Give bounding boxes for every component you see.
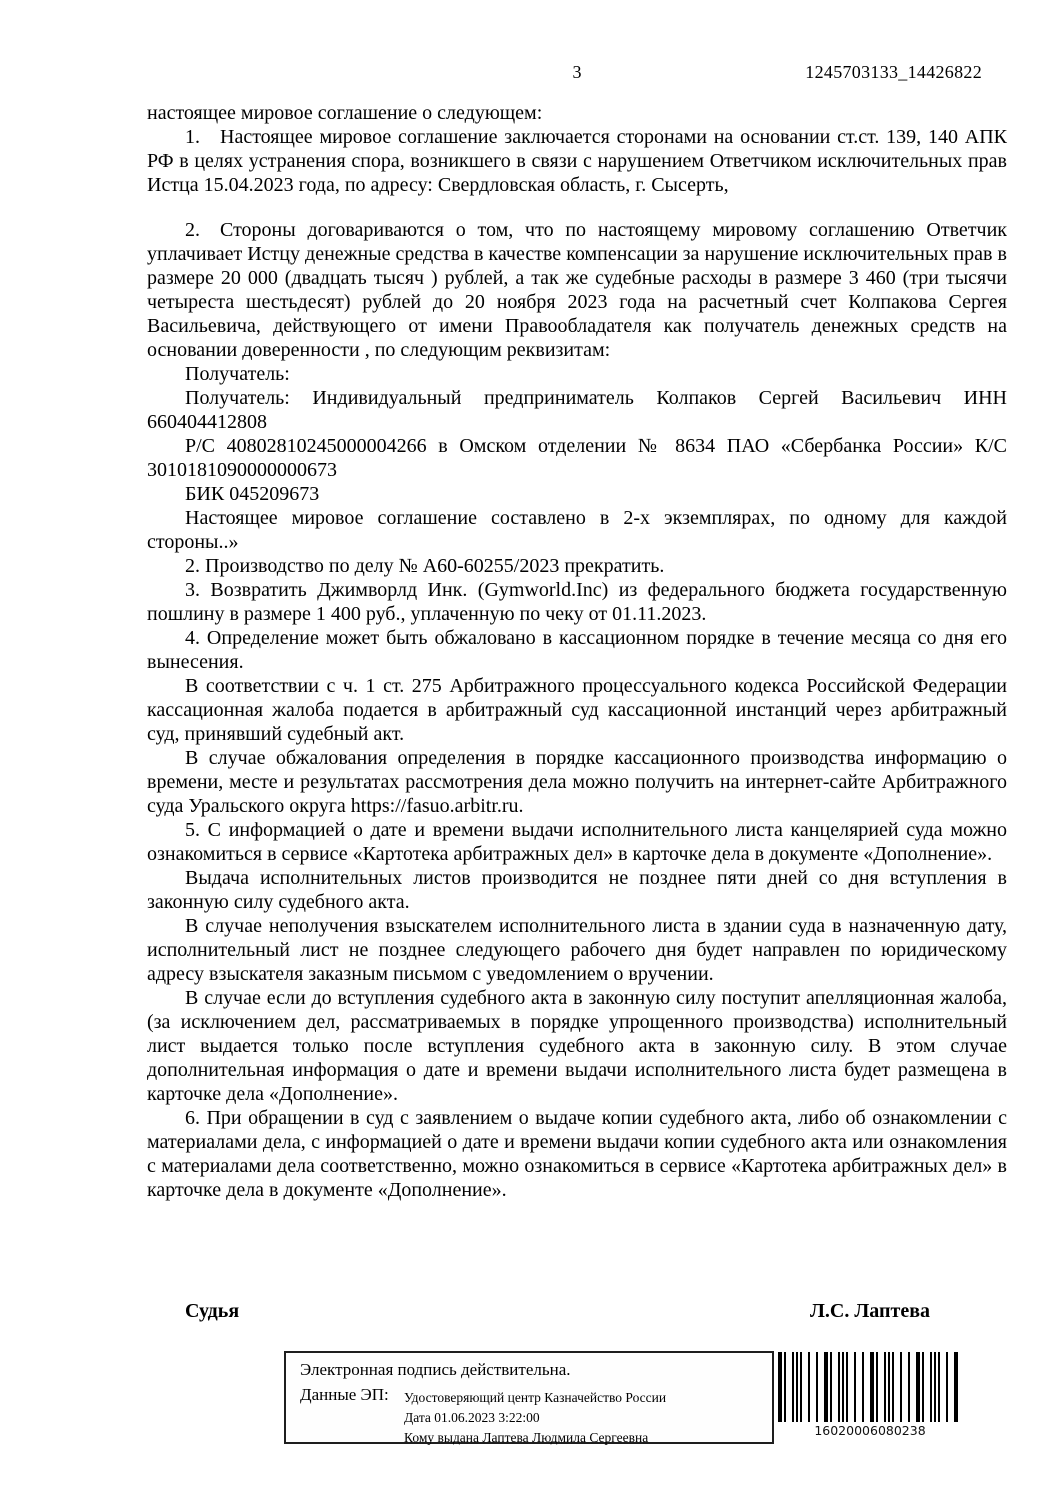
paragraph: В случае неполучения взыскателем исполнительного листа в здании суда в назначенную дату, исполнительный лист не позднее следующего рабочего дня будет направлен по юридическому адресу взыскателя заказным письмом с уведомлением о вручении. xyxy=(147,915,1007,985)
paragraph: 3. Возвратить Джимворлд Инк. (Gymworld.Inc) из федерального бюджета государственную пошлину в размере 1 400 руб., уплаченную по чеку от 01.11.2023. xyxy=(147,579,1007,625)
document-body xyxy=(147,101,1007,1202)
signature-row xyxy=(147,1300,1007,1323)
paragraph: Получатель: Индивидуальный предприниматель Колпаков Сергей Васильевич ИНН 660404412808 xyxy=(147,387,1007,433)
page-number: 3 xyxy=(572,62,582,82)
paragraph: БИК 045209673 xyxy=(185,483,320,505)
paragraph: настоящее мировое соглашение о следующем: xyxy=(147,102,543,124)
paragraph: 6. При обращении в суд с заявлением о выдаче копии судебного акта, либо об ознакомлении с материалами дела, с информацией о дате и времени выдачи копии судебного акта или ознакомления с материалами дела соответственно, можно ознакомиться в сервисе «Картотека арбитражных дел» в карточке дела в документе «Дополнение». xyxy=(147,1107,1007,1201)
paragraph: В случае если до вступления судебного акта в законную силу поступит апелляционная жалоба, (за исключением дел, рассматриваемых в порядке упрощенного производства) исполнительный лист выдается только после вступления судебного акта в законную силу. В этом случае дополнительная информация о дате и времени выдачи исполнительного листа будет размещена в карточке дела «Дополнение». xyxy=(147,987,1007,1105)
document-id: 1245703133_14426822 xyxy=(805,62,982,82)
judge-name: Л.С. Лаптева xyxy=(809,1300,930,1322)
esign-values xyxy=(404,1385,666,1448)
paragraph: В случае обжалования определения в порядке кассационного производства информацию о времени, месте и результатах рассмотрения дела можно получить на интернет-сайте Арбитражного суда Уральского округа https://fasuo.arbitr.ru. xyxy=(147,747,1007,817)
paragraph: Настоящее мировое соглашение составлено в 2-х экземплярах, по одному для каждой стороны..» xyxy=(147,507,1007,553)
esign-value-line: Удостоверяющий центр Казначейство России xyxy=(404,1390,667,1405)
paragraph: 4. Определение может быть обжаловано в кассационном порядке в течение месяца со дня его вынесения. xyxy=(147,627,1007,673)
paragraph: 2. Производство по делу № А60-60255/2023 прекратить. xyxy=(185,555,665,577)
esign-data-row xyxy=(300,1385,764,1448)
judge-label: Судья xyxy=(185,1300,240,1322)
esign-value-line: Кому выдана Лаптева Людмила Сергеевна xyxy=(404,1430,649,1445)
paragraph: Р/С 40802810245000004266 в Омском отделении № 8634 ПАО «Сбербанка России» К/С 3010181090000000673 xyxy=(147,435,1007,481)
page-header xyxy=(147,62,1007,86)
esign-box xyxy=(284,1351,774,1444)
paragraph: 1. Настоящее мировое соглашение заключается сторонами на основании ст.ст. 139, 140 АПК РФ в целях устранения спора, возникшего в связи с нарушением Ответчиком исключительных прав Истца 15.04.2023 года, по адресу: Свердловская область, г. Сысерть, xyxy=(147,126,1007,196)
esign-value-line: Дата 01.06.2023 3:22:00 xyxy=(404,1410,540,1425)
barcode-wrap xyxy=(778,1352,962,1438)
barcode-icon xyxy=(778,1352,962,1422)
esign-title: Электронная подпись действительна. xyxy=(300,1360,571,1379)
paragraph: В соответствии с ч. 1 ст. 275 Арбитражного процессуального кодекса Российской Федерации кассационная жалоба подается в арбитражный суд кассационной инстанций через арбитражный суд, принявший судебный акт. xyxy=(147,675,1007,745)
barcode-number: 16020006080238 xyxy=(814,1423,926,1438)
esign-label: Данные ЭП: xyxy=(300,1385,389,1404)
paragraph: Выдача исполнительных листов производится не позднее пяти дней со дня вступления в законную силу судебного акта. xyxy=(147,867,1007,913)
paragraph: 2. Стороны договариваются о том, что по настоящему мировому соглашению Ответчик уплачивает Истцу денежные средства в качестве компенсации за нарушение исключительных прав в размере 20 000 (двадцать тысяч ) рублей, а так же судебные расходы в размере 3 460 (три тысячи четыреста шестьдесят) рублей до 20 ноября 2023 года на расчетный счет Колпакова Сергея Васильевича, действующего от имени Правообладателя как получатель денежных средств на основании доверенности , по следующим реквизитам: xyxy=(147,219,1007,361)
paragraph: Получатель: xyxy=(185,363,290,385)
paragraph: 5. С информацией о дате и времени выдачи исполнительного листа канцелярией суда можно ознакомиться в сервисе «Картотека арбитражных дел» в карточке дела в документе «Дополнение». xyxy=(147,819,1007,865)
